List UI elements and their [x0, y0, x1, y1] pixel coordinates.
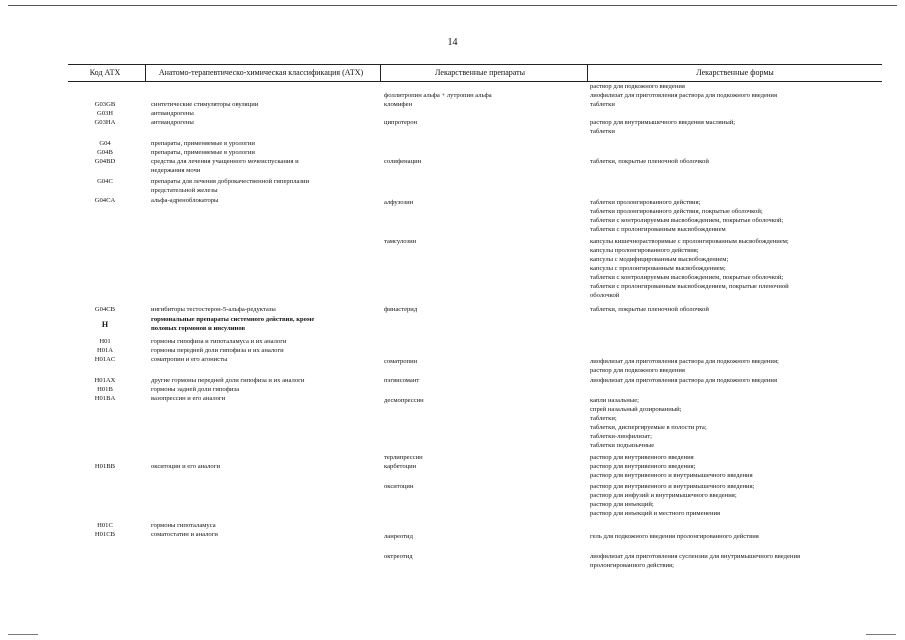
atc-code: G04B — [97, 149, 113, 156]
drug-name: ципротерон — [384, 119, 418, 126]
dosage-form: гель для подкожного введения пролонгированного действия — [590, 533, 759, 540]
drug-name: фоллитропин альфа + лутропин альфа — [384, 92, 492, 99]
dosage-form: раствор для подкожного введения — [590, 367, 685, 374]
atc-classification: окситоцин и его аналоги — [151, 463, 220, 470]
atc-classification: гормональные препараты системного действия, кроме — [151, 316, 315, 323]
dosage-form: таблетки с пролонгированным высвобождением, покрытые пленочной — [590, 283, 789, 290]
drug-name: тамсулозин — [384, 238, 417, 245]
drug-name: финастерид — [384, 306, 418, 313]
dosage-form: раствор для инфузий и внутримышечного введения; — [590, 492, 737, 499]
atc-code: G03H — [96, 110, 114, 117]
drug-name: алфузозин — [384, 199, 414, 206]
dosage-form: таблетки-лиофилизат; — [590, 433, 652, 440]
page-number: 14 — [447, 37, 458, 48]
header-classification: Анатомо-терапевтическо-химическая классификация (АТХ) — [158, 68, 364, 77]
atc-classification: половых гормонов и инсулинов — [151, 325, 246, 332]
atc-code: G04CA — [94, 197, 116, 204]
table-header — [68, 64, 882, 82]
drug-name: карбетоцин — [384, 463, 417, 470]
drug-name: октреотид — [384, 553, 413, 560]
dosage-form: таблетки — [590, 101, 615, 108]
dosage-form: оболочкой — [590, 292, 620, 299]
dosage-form: капсулы кишечнорастворимые с пролонгированным высвобождением; — [590, 238, 789, 245]
dosage-form: таблетки, покрытые пленочной оболочкой — [590, 158, 709, 165]
dosage-form: таблетки подъязычные — [590, 442, 655, 449]
atc-classification: антиандрогены — [151, 110, 194, 117]
header-divider — [380, 64, 381, 81]
atc-code: G03HA — [94, 119, 116, 126]
atc-classification: недержания мочи — [151, 167, 201, 174]
dosage-form: раствор для внутримышечного введения масляный; — [590, 119, 736, 126]
dosage-form: капсулы с модифицированным высвобождением; — [590, 256, 729, 263]
atc-classification: антиандрогены — [151, 119, 194, 126]
dosage-form: раствор для внутривенного и внутримышечного введения — [590, 472, 753, 479]
atc-classification: другие гормоны передней доли гипофиза и их аналоги — [151, 377, 305, 384]
dosage-form: таблетки, покрытые пленочной оболочкой — [590, 306, 709, 313]
dosage-form: таблетки, диспергируемые в полости рта; — [590, 424, 707, 431]
atc-classification: предстательной железы — [151, 187, 218, 194]
dosage-form: таблетки пролонгированного действия; — [590, 199, 701, 206]
dosage-form: капсулы с пролонгированным высвобождением; — [590, 265, 726, 272]
dosage-form: капли назальные; — [590, 397, 639, 404]
atc-classification: средства для лечения учащенного мочеиспускания и — [151, 158, 299, 165]
drug-name: пэгвисомант — [384, 377, 420, 384]
atc-code: G04C — [97, 178, 113, 185]
header-forms: Лекарственные формы — [696, 68, 774, 77]
atc-classification: синтетические стимуляторы овуляции — [151, 101, 259, 108]
atc-classification: соматостатин и аналоги — [151, 531, 218, 538]
dosage-form: таблетки; — [590, 415, 617, 422]
atc-code: G04BD — [94, 158, 116, 165]
atc-code: H — [101, 320, 109, 329]
dosage-form: таблетки с пролонгированным высвобождением — [590, 226, 726, 233]
drug-name: соматропин — [384, 358, 418, 365]
corner-mark — [866, 634, 896, 635]
dosage-form: лиофилизат для приготовления раствора для подкожного введения — [590, 377, 777, 384]
header-divider — [587, 64, 588, 81]
atc-code: H01CB — [94, 531, 116, 538]
atc-classification: соматропин и его агонисты — [151, 356, 228, 363]
dosage-form: таблетки пролонгированного действия, покрытые оболочкой; — [590, 208, 763, 215]
dosage-form: лиофилизат для приготовления раствора для подкожного введения — [590, 92, 777, 99]
atc-code: G04CB — [94, 306, 116, 313]
atc-classification: ингибиторы тестостерон-5-альфа-редуктазы — [151, 306, 276, 313]
atc-code: H01BB — [94, 463, 116, 470]
atc-classification: препараты для лечения доброкачественной гиперплазии — [151, 178, 310, 185]
dosage-form: таблетки с контролируемым высвобождением, покрытые оболочкой; — [590, 217, 784, 224]
dosage-form: раствор для подкожного введения — [590, 83, 685, 90]
atc-classification: гормоны передней доли гипофиза и их аналоги — [151, 347, 284, 354]
dosage-form: таблетки — [590, 128, 615, 135]
atc-code: H01AC — [94, 356, 116, 363]
drug-name: терлипрессин — [384, 454, 423, 461]
atc-classification: вазопрессин и его аналоги — [151, 395, 226, 402]
drug-name: кломифен — [384, 101, 413, 108]
dosage-form: раствор для инъекций; — [590, 501, 654, 508]
atc-classification: гормоны гипофиза и гипоталамуса и их аналоги — [151, 338, 287, 345]
atc-code: H01B — [97, 386, 113, 393]
atc-classification: препараты, применяемые в урологии — [151, 149, 255, 156]
drug-name: солифенацин — [384, 158, 422, 165]
dosage-form: пролонгированного действия; — [590, 562, 674, 569]
atc-code: H01A — [96, 347, 114, 354]
atc-classification: альфа-адреноблокаторы — [151, 197, 219, 204]
atc-code: G04 — [99, 140, 111, 147]
atc-classification: препараты, применяемые в урологии — [151, 140, 255, 147]
corner-mark — [8, 634, 38, 635]
atc-code: H01AX — [94, 377, 116, 384]
dosage-form: раствор для внутривенного введения; — [590, 463, 696, 470]
atc-code: H01C — [97, 522, 113, 529]
drug-name: десмопрессин — [384, 397, 424, 404]
atc-code: H01BA — [94, 395, 116, 402]
drug-name: окситоцин — [384, 483, 414, 490]
dosage-form: лиофилизат для приготовления раствора для подкожного введения; — [590, 358, 779, 365]
dosage-form: раствор для инъекций и местного применения — [590, 510, 721, 517]
top-border-line — [8, 5, 897, 6]
dosage-form: раствор для внутривенного введения — [590, 454, 694, 461]
atc-classification: гормоны гипоталамуса — [151, 522, 216, 529]
header-drugs: Лекарственные препараты — [435, 68, 525, 77]
dosage-form: таблетки с контролируемым высвобождением, покрытые оболочкой; — [590, 274, 784, 281]
atc-code: H01 — [99, 338, 111, 345]
drug-name: ланреотид — [384, 533, 413, 540]
dosage-form: капсулы пролонгированного действия; — [590, 247, 699, 254]
dosage-form: лиофилизат для приготовления суспензии для внутримышечного введения — [590, 553, 801, 560]
dosage-form: спрей назальный дозированный; — [590, 406, 682, 413]
header-code: Код АТХ — [89, 68, 121, 77]
dosage-form: раствор для внутривенного и внутримышечного введения; — [590, 483, 755, 490]
atc-classification: гормоны задней доли гипофиза — [151, 386, 240, 393]
header-divider — [145, 64, 146, 81]
atc-code: G03GB — [94, 101, 116, 108]
